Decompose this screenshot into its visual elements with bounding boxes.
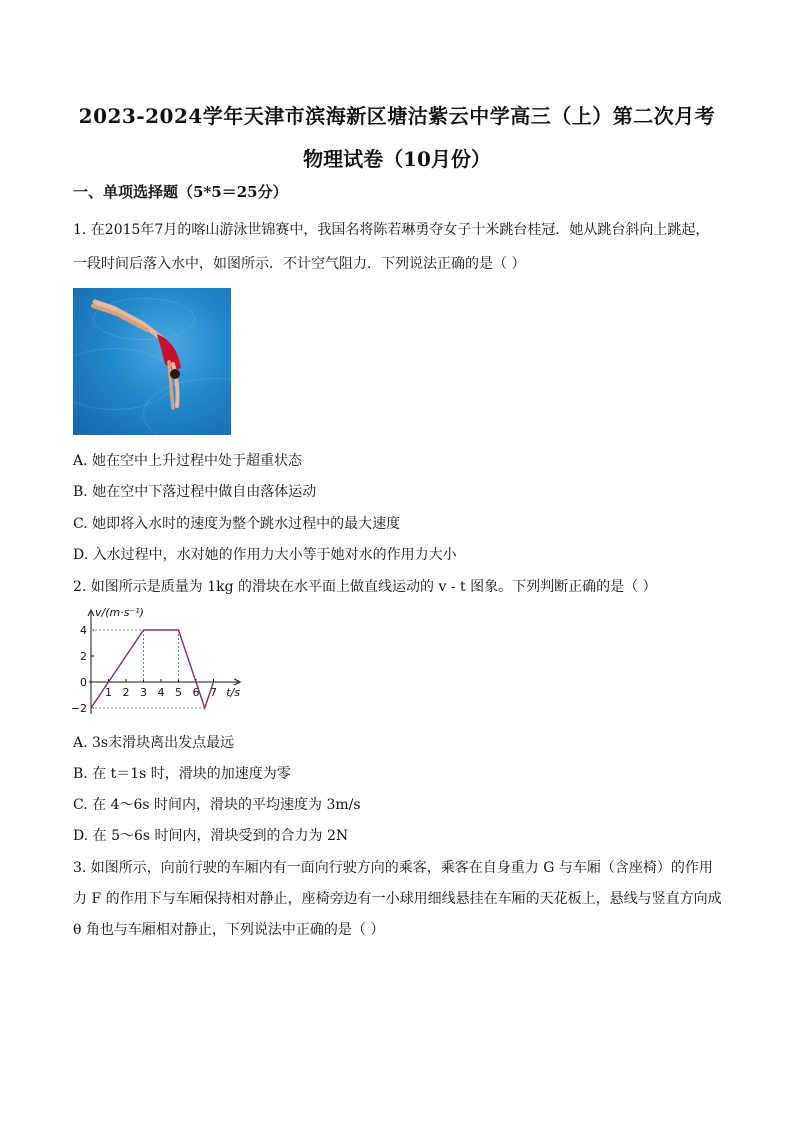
y-tick-label: 4 [80,624,87,637]
y-tick-label: −2 [70,702,87,715]
q2-stem: 2. 如图所示是质量为 1kg 的滑块在水平面上做直线运动的 v - t 图象。下列判断正确的是（ ） [73,579,657,595]
q1-option-b: B. 她在空中下落过程中做自由落体运动 [73,484,317,500]
x-tick-label: 6 [192,686,200,699]
q1-option-d: D. 入水过程中，水对她的作用力大小等于她对水的作用力大小 [73,547,457,563]
q2-option-c: C. 在 4～6s 时间内，滑块的平均速度为 3m/s [73,797,361,813]
q2-option-a: A. 3s末滑块离出发点最远 [73,735,235,751]
x-tick-label: 1 [105,686,112,699]
exam-title: 2023-2024学年天津市滨海新区塘沽紫云中学高三（上）第二次月考 [78,104,716,128]
x-tick-label: 5 [175,686,182,699]
q2-option-d: D. 在 5～6s 时间内，滑块受到的合力为 2N [73,828,349,844]
y-axis-label: v/(m·s⁻¹) [95,606,144,619]
q1-stem-line2: 一段时间后落入水中，如图所示．不计空气阻力．下列说法正确的是（ ） [73,256,526,272]
x-tick-label: 4 [157,686,165,699]
x-tick-label: 2 [122,686,130,699]
exam-subtitle: 物理试卷（10月份） [303,147,491,171]
diver-photo [73,288,231,435]
q3-stem-line3: θ 角也与车厢相对静止，下列说法中正确的是（ ） [73,922,385,938]
q1-stem-line1: 1. 在2015年7月的喀山游泳世锦赛中，我国名将陈若琳勇夺女子十米跳台桂冠．她从跳台斜向上跳起， [73,222,710,238]
y-tick-label: 2 [80,650,87,663]
q1-option-c: C. 她即将入水时的速度为整个跳水过程中的最大速度 [73,516,401,532]
x-tick-label: 7 [210,686,217,699]
q1-option-a: A. 她在空中上升过程中处于超重状态 [73,453,303,469]
q2-option-b: B. 在 t＝1s 时，滑块的加速度为零 [73,766,291,782]
section-heading: 一、单项选择题（5*5＝25分） [73,183,288,201]
vt-chart [70,604,243,722]
q3-stem-line2: 力 F 的作用下与车厢保持相对静止，座椅旁边有一小球用细线悬挂在车厢的天花板上，悬线与竖直方向成 [73,891,722,907]
y-tick-label: 0 [80,676,87,689]
x-tick-label: 3 [140,686,147,699]
x-axis-label: t/s [226,686,240,699]
q3-stem-line1: 3. 如图所示，向前行驶的车厢内有一面向行驶方向的乘客，乘客在自身重力 G 与车厢（含座椅）的作用 [73,860,713,876]
